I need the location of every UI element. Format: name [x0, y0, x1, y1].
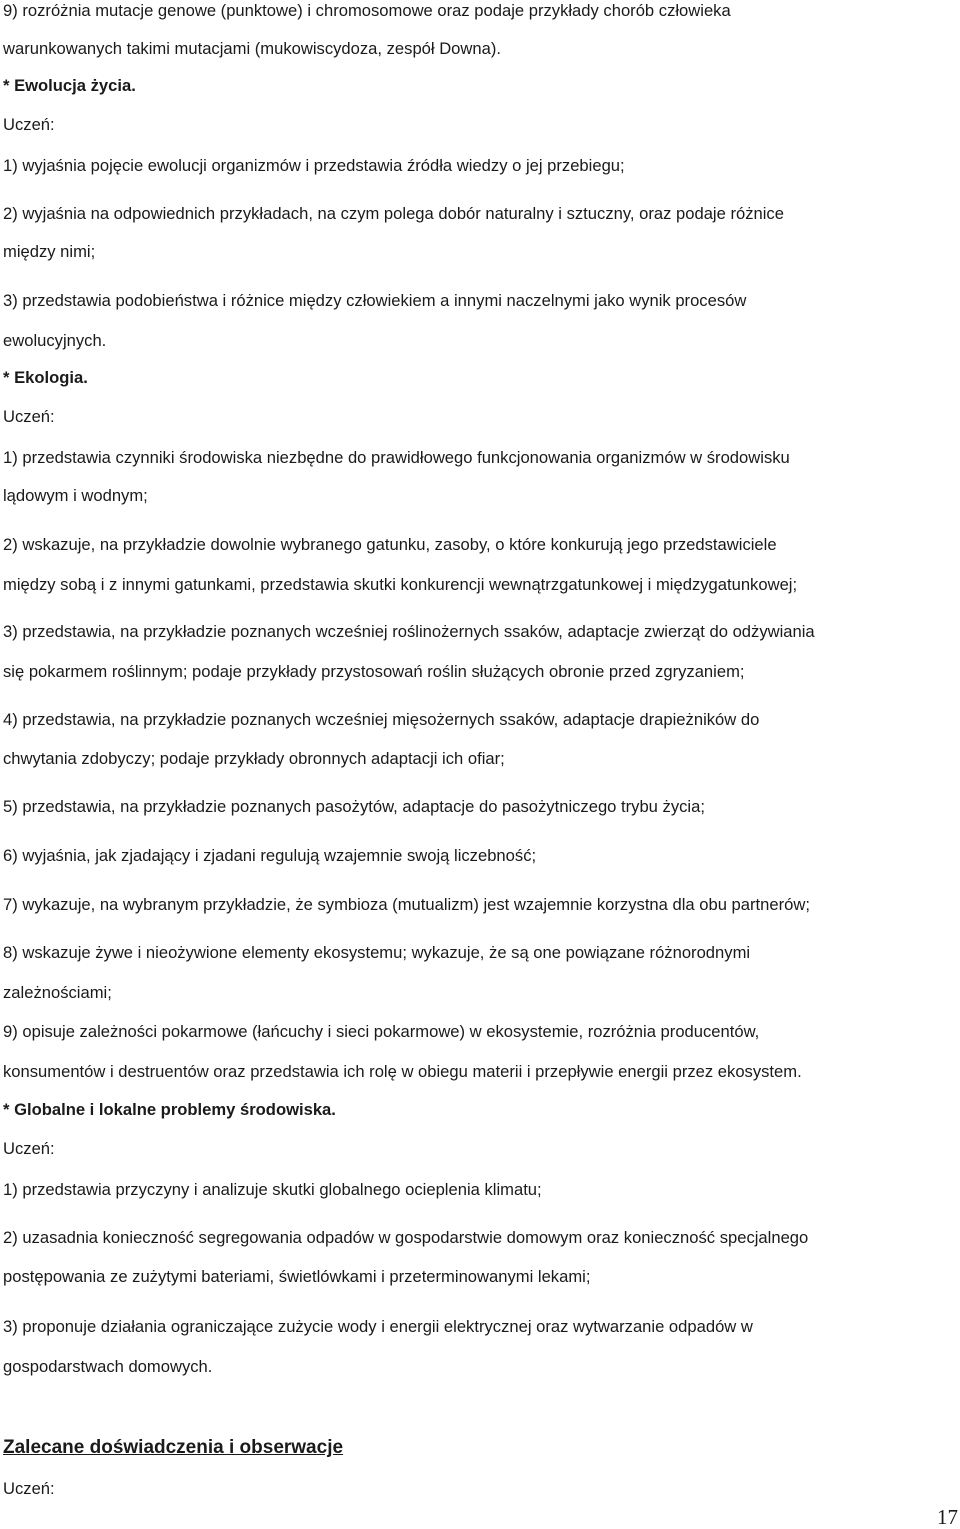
text-line: się pokarmem roślinnym; podaje przykłady przystosowań roślin służących obronie przed zgryzaniem; — [3, 662, 745, 681]
text-line: 7) wykazuje, na wybranym przykładzie, że symbioza (mutualizm) jest wzajemnie korzystna dla obu partnerów; — [3, 895, 810, 914]
text-line: konsumentów i destruentów oraz przedstawia ich rolę w obiegu materii i przepływie energii przez ekosystem. — [3, 1062, 802, 1081]
text-line: Uczeń: — [3, 1139, 55, 1158]
text-line: Uczeń: — [3, 115, 55, 134]
text-line: zależnościami; — [3, 983, 112, 1002]
text-line: między nimi; — [3, 242, 96, 261]
text-line: między sobą i z innymi gatunkami, przedstawia skutki konkurencji wewnątrzgatunkowej i międzygatunkowej; — [3, 575, 798, 594]
text-line: gospodarstwach domowych. — [3, 1357, 213, 1376]
text-line: Uczeń: — [3, 1479, 55, 1498]
text-line: 6) wyjaśnia, jak zjadający i zjadani regulują wzajemnie swoją liczebność; — [3, 846, 537, 865]
text-line: 3) przedstawia podobieństwa i różnice między człowiekiem a innymi naczelnymi jako wynik procesów — [3, 291, 747, 310]
text-line: Uczeń: — [3, 407, 55, 426]
text-line: 9) rozróżnia mutacje genowe (punktowe) i chromosomowe oraz podaje przykłady chorób człowieka — [3, 1, 731, 20]
section-heading: * Ewolucja życia. — [3, 76, 136, 95]
text-line: 1) przedstawia przyczyny i analizuje skutki globalnego ocieplenia klimatu; — [3, 1180, 542, 1199]
text-line: 1) wyjaśnia pojęcie ewolucji organizmów i przedstawia źródła wiedzy o jej przebiegu; — [3, 156, 625, 175]
text-line: 5) przedstawia, na przykładzie poznanych pasożytów, adaptacje do pasożytniczego trybu życia; — [3, 797, 705, 816]
text-line: postępowania ze zużytymi bateriami, świetlówkami i przeterminowanymi lekami; — [3, 1267, 591, 1286]
text-line: lądowym i wodnym; — [3, 486, 148, 505]
text-line: warunkowanych takimi mutacjami (mukowiscydoza, zespół Downa). — [3, 39, 501, 58]
text-line: ewolucyjnych. — [3, 331, 107, 350]
text-line: 8) wskazuje żywe i nieożywione elementy ekosystemu; wykazuje, że są one powiązane różnorodnymi — [3, 943, 751, 962]
page-number: 17 — [937, 1505, 958, 1529]
text-line: 2) wskazuje, na przykładzie dowolnie wybranego gatunku, zasoby, o które konkurują jego przedstawiciele — [3, 535, 777, 554]
text-line: 2) uzasadnia konieczność segregowania odpadów w gospodarstwie domowym oraz konieczność specjalnego — [3, 1228, 809, 1247]
text-line: 2) wyjaśnia na odpowiednich przykładach, na czym polega dobór naturalny i sztuczny, oraz podaje różnice — [3, 204, 784, 223]
section-heading: * Ekologia. — [3, 368, 88, 387]
text-line: 3) proponuje działania ograniczające zużycie wody i energii elektrycznej oraz wytwarzanie odpadów w — [3, 1317, 753, 1336]
text-line: chwytania zdobyczy; podaje przykłady obronnych adaptacji ich ofiar; — [3, 749, 505, 768]
section-heading: * Globalne i lokalne problemy środowiska. — [3, 1100, 336, 1119]
text-line: 3) przedstawia, na przykładzie poznanych wcześniej roślinożernych ssaków, adaptacje zwierząt do odżywiania — [3, 622, 815, 641]
text-line: 4) przedstawia, na przykładzie poznanych wcześniej mięsożernych ssaków, adaptacje drapieżników do — [3, 710, 760, 729]
text-line: 9) opisuje zależności pokarmowe (łańcuchy i sieci pokarmowe) w ekosystemie, rozróżnia producentów, — [3, 1022, 760, 1041]
text-line: 1) przedstawia czynniki środowiska niezbędne do prawidłowego funkcjonowania organizmów w środowisku — [3, 448, 790, 467]
section-title-underlined: Zalecane doświadczenia i obserwacje — [3, 1437, 344, 1458]
